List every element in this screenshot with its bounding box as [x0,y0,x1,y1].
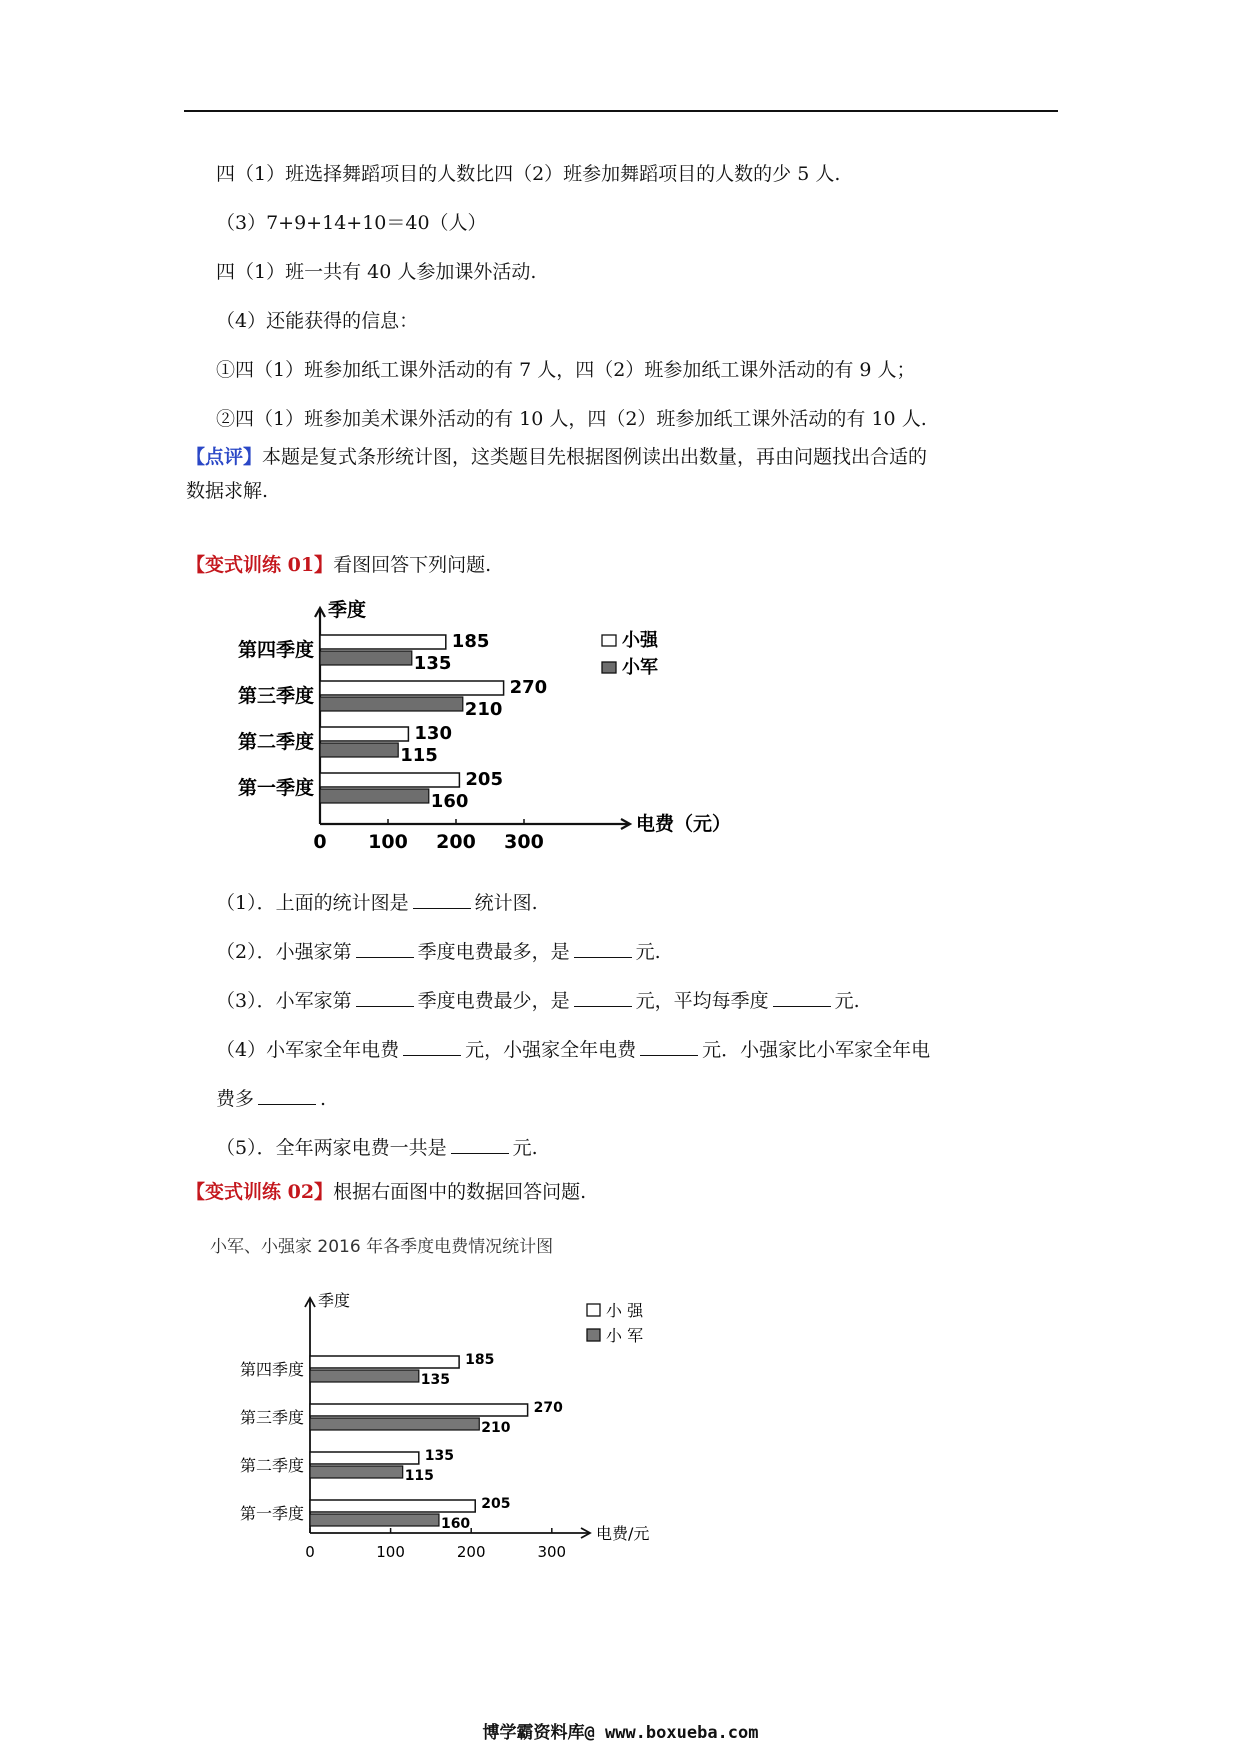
answer-line-6: ②四（1）班参加美术课外活动的有 10 人，四（2）班参加纸工课外活动的有 10 人. [216,408,927,430]
data-label: 205 [465,769,503,790]
bar-小军 [320,743,398,757]
x-tick-label: 200 [436,831,476,853]
q3-blank-3[interactable] [773,989,831,1007]
q4-text-a: （4）小军家全年电费 [216,1039,400,1061]
legend-swatch [587,1304,600,1316]
bar-小强 [310,1452,419,1464]
legend-swatch [602,662,616,673]
category-label: 第三季度 [237,685,314,707]
data-label: 205 [481,1496,511,1512]
q5-text-a: （5）．全年两家电费一共是 [216,1137,447,1159]
chart-2 [210,1230,690,1560]
answer-line-5: ①四（1）班参加纸工课外活动的有 7 人，四（2）班参加纸工课外活动的有 9 人； [216,359,916,381]
ex1-tag: 【变式训练 01】 [186,554,334,576]
category-label: 第一季度 [237,777,314,799]
data-label: 135 [420,1372,451,1388]
data-label: 185 [465,1352,495,1368]
x-tick-label: 300 [537,1543,567,1560]
category-label: 第一季度 [239,1504,304,1523]
bar-小军 [310,1514,439,1526]
ex1-q1 [216,890,538,916]
comment-text: 本题是复式条形统计图，这类题目先根据图例读出出数量，再由问题找出合适的 [262,446,928,468]
bar-小强 [320,635,446,649]
footer-watermark: 博学霸资料库@ www.boxueba.com [482,1723,759,1743]
bar-小强 [310,1356,459,1368]
q2-text-c: 元. [635,941,661,963]
bar-小军 [320,697,463,711]
x-tick-label: 100 [368,831,408,853]
q3-blank-2[interactable] [574,989,632,1007]
chart-title: 小军、小强家 2016 年各季度电费情况统计图 [210,1237,554,1257]
bar-小强 [320,773,459,787]
ex2-heading [186,1179,586,1205]
q3-text-c: 元，平均每季度 [635,990,769,1012]
comment-tag: 【点评】 [186,446,263,468]
x-tick-label: 0 [305,1543,315,1560]
legend-label: 小 军 [606,1326,644,1345]
q5-blank[interactable] [451,1136,509,1154]
y-axis-label: 季度 [318,1291,351,1310]
answer-line-3: 四（1）班一共有 40 人参加课外活动. [216,261,537,283]
data-label: 135 [424,1448,455,1464]
legend-swatch [602,635,616,646]
ex2-prompt: 根据右面图中的数据回答问题. [333,1181,587,1203]
x-tick-label: 100 [376,1543,405,1560]
q4-text-c: 元．小强家比小军家全年电 [702,1039,931,1061]
q1-blank[interactable] [413,891,471,909]
ex1-prompt: 看图回答下列问题. [333,554,492,576]
q3-blank-1[interactable] [356,989,414,1007]
legend-label: 小军 [622,657,658,678]
ex2-tag: 【变式训练 02】 [186,1181,334,1203]
bar-小军 [310,1370,419,1382]
bar-小强 [310,1404,528,1416]
q4-text-e: . [320,1088,327,1110]
legend-label: 小 强 [606,1301,644,1320]
q4-blank-2[interactable] [640,1038,698,1056]
data-label: 115 [400,745,438,766]
x-axis-label: 电费/元 [596,1524,650,1543]
x-tick-label: 0 [313,831,327,853]
q5-text-b: 元. [512,1137,538,1159]
q1-text-a: （1）．上面的统计图是 [216,892,409,914]
data-label: 210 [464,699,503,720]
data-label: 160 [430,791,469,812]
legend-label: 小强 [622,630,658,651]
chart-1 [210,596,770,871]
x-axis-label: 电费（元） [636,813,732,835]
answer-line-1: 四（1）班选择舞蹈项目的人数比四（2）班参加舞蹈项目的人数的少 5 人. [216,163,841,185]
bar-小强 [320,727,408,741]
bar-小军 [310,1418,479,1430]
q2-text-a: （2）．小强家第 [216,941,352,963]
data-label: 130 [414,723,452,744]
data-label: 270 [533,1400,563,1416]
category-label: 第二季度 [239,1456,304,1475]
q4-text-d: 费多 [216,1088,255,1110]
category-label: 第四季度 [239,1360,304,1379]
q4-blank-3[interactable] [258,1087,316,1105]
ex1-heading [186,552,491,578]
x-tick-label: 200 [456,1543,486,1560]
bar-小军 [320,651,412,665]
comment-line-1 [186,444,927,470]
legend-swatch [587,1329,600,1341]
q3-text-a: （3）．小军家第 [216,990,352,1012]
comment-line-2: 数据求解. [186,480,269,502]
q3-text-d: 元. [834,990,860,1012]
bar-小强 [310,1500,475,1512]
data-label: 210 [481,1420,511,1436]
category-label: 第四季度 [237,639,314,661]
q2-blank-1[interactable] [356,940,414,958]
answer-line-4: （4）还能获得的信息： [216,310,419,332]
data-label: 115 [404,1468,434,1484]
data-label: 270 [509,677,548,698]
ex1-q3 [216,988,860,1014]
q4-text-b: 元，小强家全年电费 [465,1039,637,1061]
bar-小强 [320,681,504,695]
q2-blank-2[interactable] [574,940,632,958]
x-tick-label: 300 [504,831,544,853]
q1-text-b: 统计图. [474,892,538,914]
data-label: 185 [451,631,490,652]
q2-text-b: 季度电费最多，是 [417,941,570,963]
q4-blank-1[interactable] [403,1038,461,1056]
data-label: 135 [413,653,452,674]
bar-小军 [320,789,429,803]
header-rule [184,110,1058,112]
ex1-q4 [216,1037,930,1063]
answer-line-2: （3）7+9+14+10＝40（人） [216,212,487,234]
ex1-q4-cont [216,1086,326,1112]
ex1-q5 [216,1135,538,1161]
data-label: 160 [440,1516,471,1532]
y-axis-label: 季度 [328,599,367,621]
bar-小军 [310,1466,403,1478]
category-label: 第二季度 [237,731,314,753]
q3-text-b: 季度电费最少，是 [417,990,570,1012]
ex1-q2 [216,939,661,965]
category-label: 第三季度 [239,1408,304,1427]
